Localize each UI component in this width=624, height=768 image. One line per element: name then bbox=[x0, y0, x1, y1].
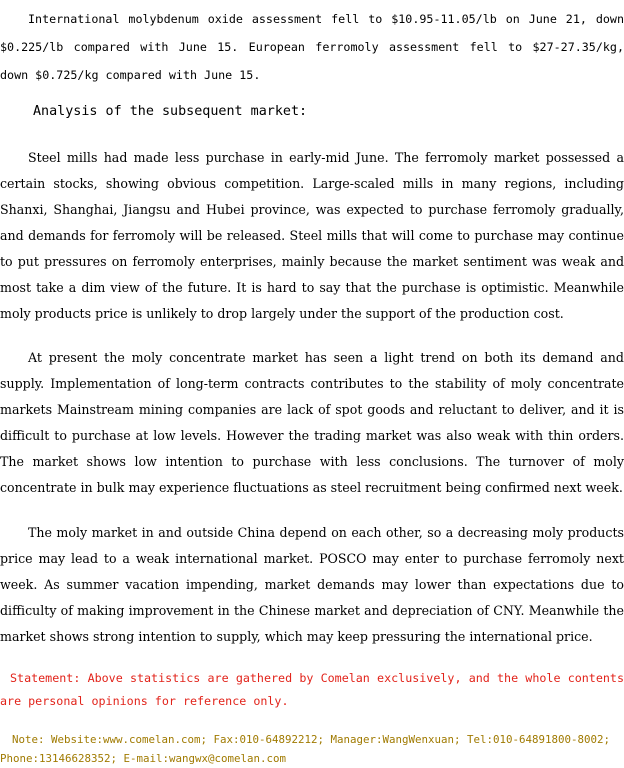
international-paragraph: The moly market in and outside China depend on each other, so a decreasing moly products price may lead to a weak international market. POSCO may enter to purchase ferromoly next week. As summer vacation impending, market demands may lower than expectations due to difficulty of making improvement in the Chinese market and depreciation of CNY. Meanwhile the market shows strong intention to supply, which may keep pressuring the international price. bbox=[0, 525, 624, 644]
assessment-paragraph: International molybdenum oxide assessment fell to $10.95-11.05/lb on June 21, down $0.225/lb compared with June 15. European ferromoly assessment fell to $27-27.35/kg, down $0.725/kg compared with June 15. bbox=[0, 12, 624, 82]
steel-mills-paragraph: Steel mills had made less purchase in early-mid June. The ferromoly market possessed a certain stocks, showing obvious competition. Large-scaled mills in many regions, including Shanxi, Shanghai, Jiangsu and Hubei province, was expected to purchase ferromoly gradually, and demands for ferromoly will be released. Steel mills that will come to purchase may continue to put pressures on ferromoly enterprises, mainly because the market sentiment was weak and most take a dim view of the future. It is hard to say that the purchase is optimistic. Meanwhile moly products price is unlikely to drop largely under the support of the production cost. bbox=[0, 150, 624, 321]
analysis-heading: Analysis of the subsequent market: bbox=[33, 104, 308, 119]
concentrate-paragraph: At present the moly concentrate market has seen a light trend on both its demand and supply. Implementation of long-term contracts contributes to the stability of moly concentrate markets Mainstream mining companies are lack of spot goods and reluctant to deliver, and it is difficult to purchase at low levels. However the trading market was also weak with thin orders. The market shows low intention to purchase with less conclusions. The turnover of moly concentrate in bulk may experience fluctuations as steel recruitment being confirmed next week. bbox=[0, 350, 624, 495]
statement-paragraph: Statement: Above statistics are gathered by Comelan exclusively, and the whole contents are personal opinions for reference only. bbox=[0, 671, 624, 708]
contact-note: Note: Website:www.comelan.com; Fax:010-64892212; Manager:WangWenxuan; Tel:010-64891800-8002; Phone:13146628352; E-mail:wangwx@comelan.com bbox=[0, 733, 611, 765]
